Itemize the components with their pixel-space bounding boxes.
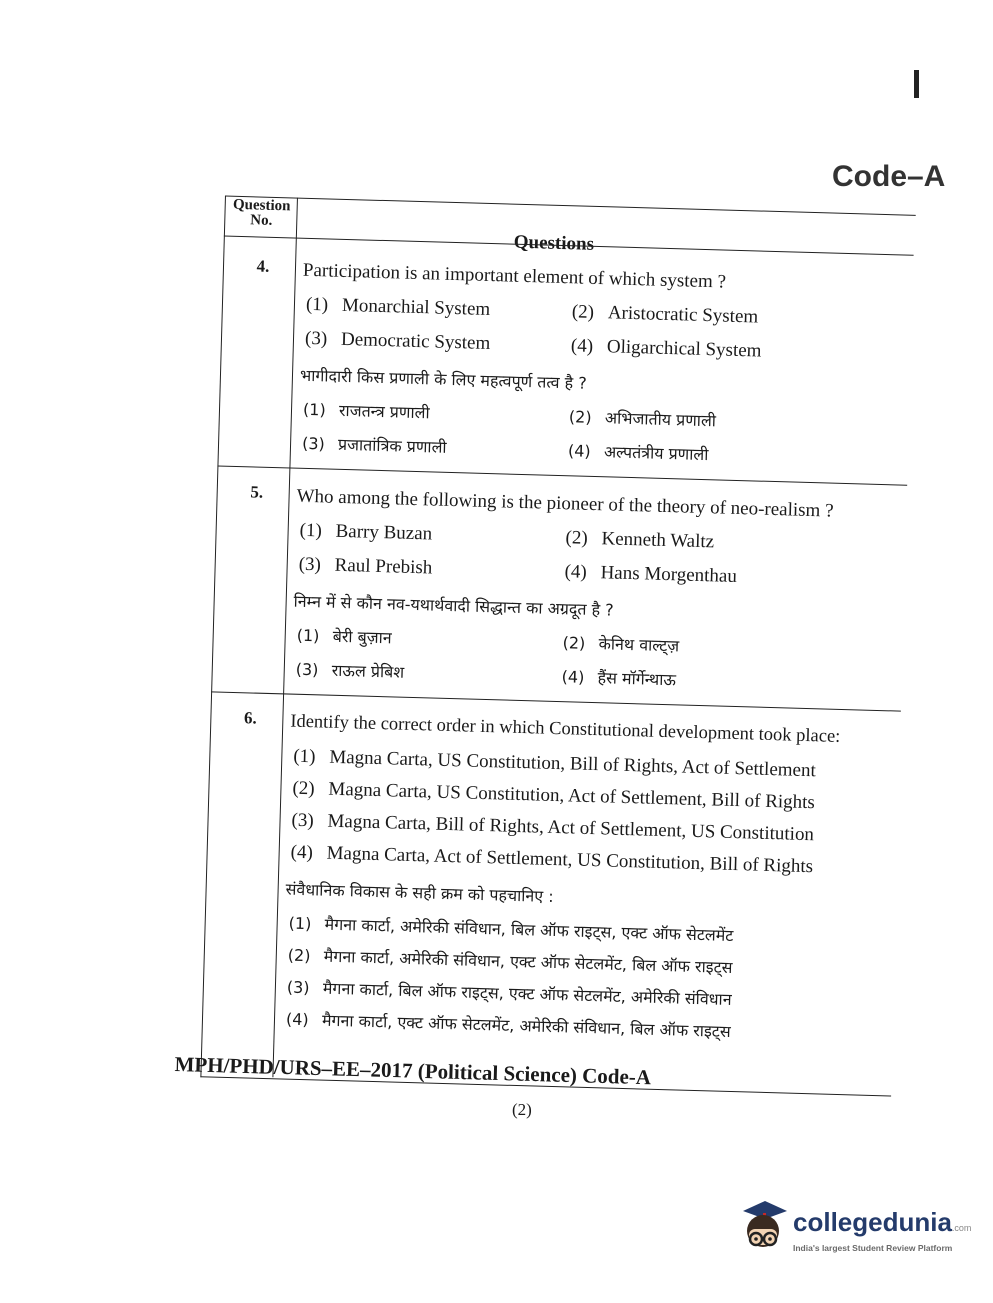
option-en: (3) Democratic System	[304, 327, 491, 355]
question-stem-en: Who among the following is the pioneer of the theory of neo-realism ?	[296, 485, 834, 522]
option-en: (3) Magna Carta, Bill of Rights, Act of Settlement, US Constitution	[291, 809, 815, 846]
question-stem-en: Participation is an important element of which system ?	[302, 259, 727, 293]
code-label: Code–A	[832, 160, 946, 193]
question-number: 4.	[256, 256, 270, 276]
question-number: 5.	[250, 482, 264, 502]
option-hi: (1) राजतन्त्र प्रणाली	[302, 399, 430, 423]
question-stem-hi: संवैधानिक विकास के सही क्रम को पहचानिए :	[285, 879, 554, 907]
option-hi: (4) मैगना कार्टा, एक्ट ऑफ सेटलमेंट, अमेरिकी संविधान, बिल ऑफ राइट्स	[285, 1009, 731, 1042]
option-en: (2) Magna Carta, US Constitution, Act of Settlement, Bill of Rights	[292, 777, 816, 814]
option-hi: (3) प्रजातांत्रिक प्रणाली	[301, 433, 447, 457]
question-number: 6.	[243, 708, 258, 728]
page-number: (2)	[512, 1100, 532, 1119]
question-sheet	[180, 195, 924, 1100]
option-en: (1) Magna Carta, US Constitution, Bill of Rights, Act of Settlement	[293, 745, 817, 782]
option-hi: (2) केनिथ वाल्ट्ज़	[562, 633, 680, 656]
option-en: (2) Aristocratic System	[571, 301, 759, 328]
option-hi: (3) मैगना कार्टा, बिल ऑफ राइट्स, एक्ट ऑफ सेटलमेंट, अमेरिकी संविधान	[286, 977, 732, 1010]
exam-footer: MPH/PHD/URS–EE–2017 (Political Science) Code-A	[174, 1052, 652, 1090]
option-en: (4) Hans Morgenthau	[564, 561, 738, 587]
collegedunia-logo	[735, 1195, 972, 1265]
option-hi: (4) अल्पतंत्रीय प्रणाली	[567, 441, 709, 465]
option-en: (4) Magna Carta, Act of Settlement, US Constitution, Bill of Rights	[290, 841, 814, 878]
page-edge-mark	[914, 70, 919, 98]
option-en: (1) Barry Buzan	[299, 519, 433, 545]
option-hi: (3) राऊल प्रेबिश	[295, 659, 405, 682]
brand-name: collegedunia.com	[793, 1207, 972, 1237]
question-stem-hi: निम्न में से कौन नव-यथार्थवादी सिद्धान्त का अग्रदूत है ?	[293, 591, 614, 620]
option-en: (4) Oligarchical System	[570, 335, 762, 362]
option-hi: (4) हैंस मॉर्गेन्थाऊ	[561, 667, 677, 690]
mascot-icon	[735, 1195, 791, 1257]
option-hi: (1) बेरी बुज़ान	[296, 625, 392, 648]
question-stem-hi: भागीदारी किस प्रणाली के लिए महत्वपूर्ण तत्व है ?	[299, 365, 588, 393]
option-en: (3) Raul Prebish	[298, 553, 433, 579]
column-header-question-no: Question No.	[232, 196, 291, 229]
option-en: (1) Monarchial System	[305, 293, 491, 321]
question-stem-en: Identify the correct order in which Constitutional development took place:	[290, 711, 841, 747]
option-hi: (2) मैगना कार्टा, अमेरिकी संविधान, एक्ट ऑफ सेटलमेंट, बिल ऑफ राइट्स	[287, 945, 733, 978]
option-hi: (2) अभिजातीय प्रणाली	[568, 407, 717, 431]
brand-tagline: India's largest Student Review Platform	[793, 1243, 953, 1253]
column-header-questions: Questions	[513, 231, 595, 255]
option-hi: (1) मैगना कार्टा, अमेरिकी संविधान, बिल ऑफ राइट्स, एक्ट ऑफ सेटलमेंट	[288, 913, 734, 946]
option-en: (2) Kenneth Waltz	[565, 527, 715, 553]
